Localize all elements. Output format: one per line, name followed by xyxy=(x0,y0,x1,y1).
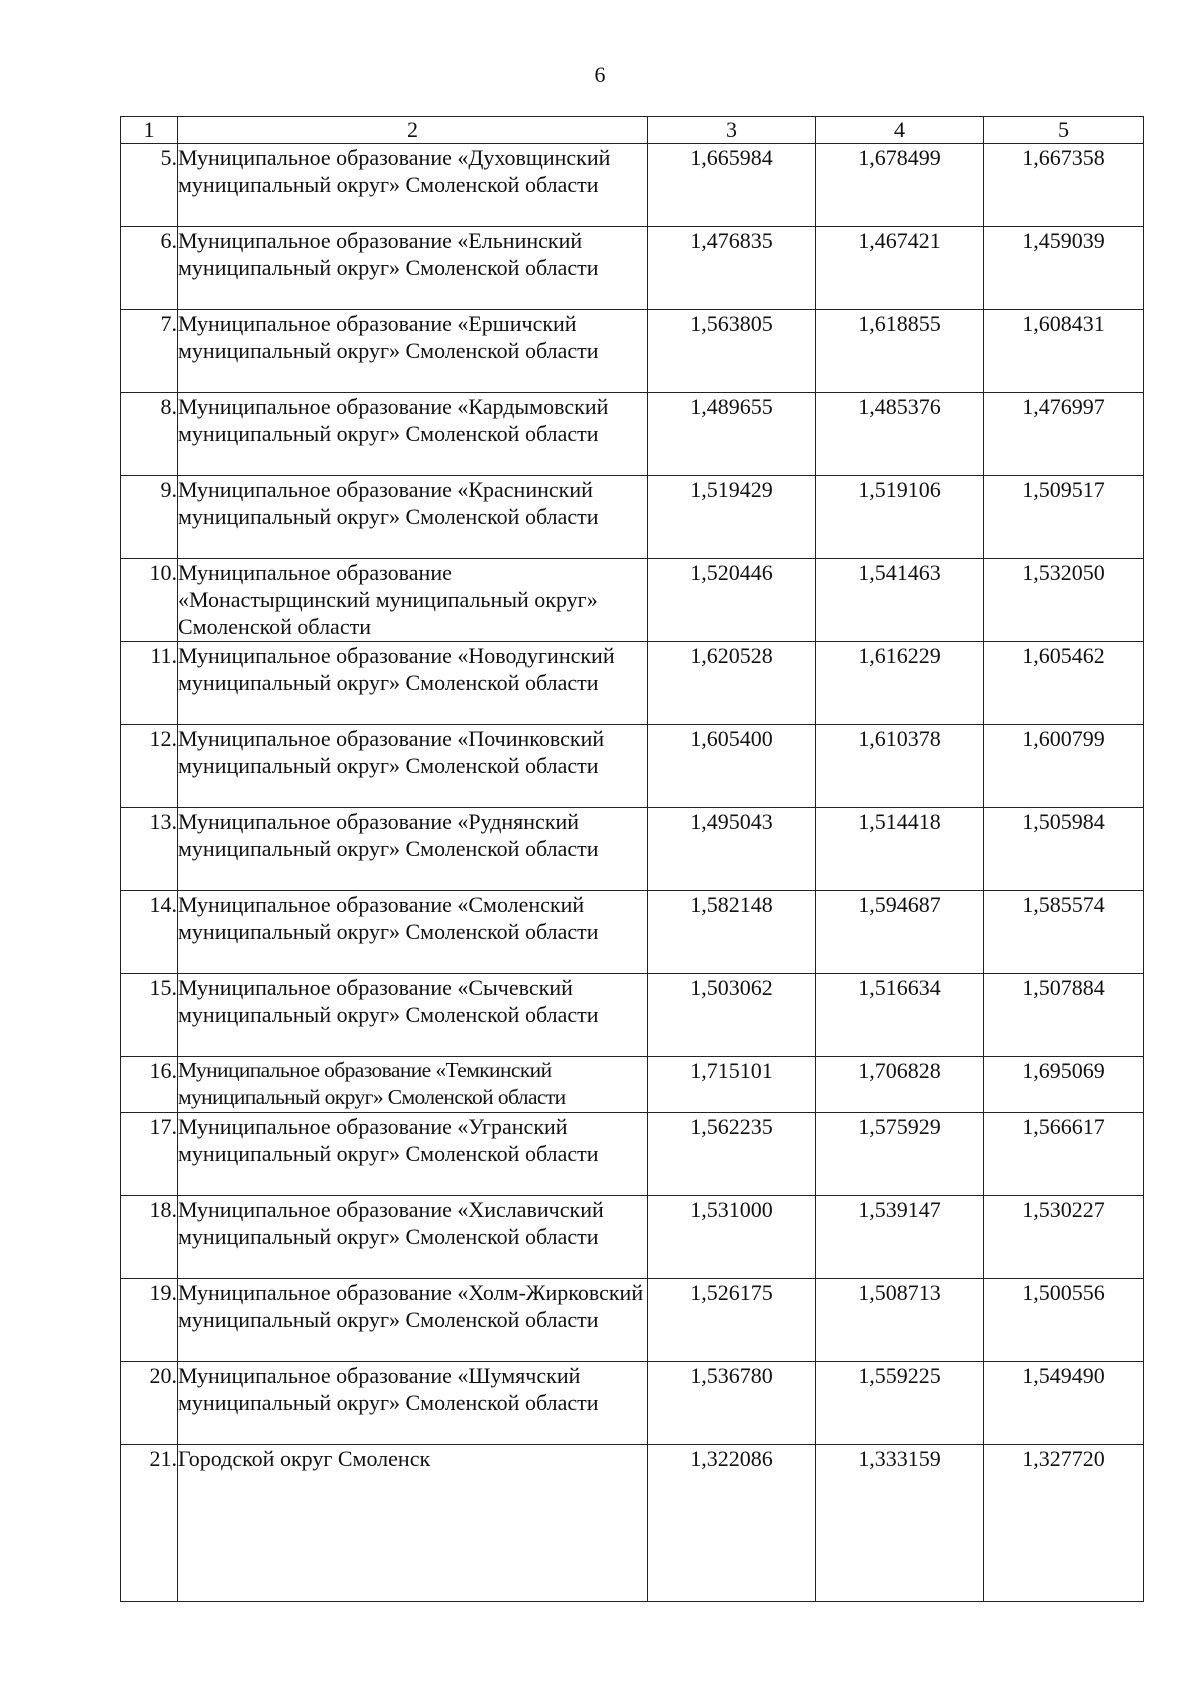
header-row xyxy=(121,117,1144,144)
value-col3: 1,605400 xyxy=(648,725,816,808)
value-col5: 1,566617 xyxy=(984,1113,1144,1196)
row-number: 19. xyxy=(121,1279,178,1362)
value-col5: 1,600799 xyxy=(984,725,1144,808)
value-col4: 1,575929 xyxy=(816,1113,984,1196)
value-col4: 1,610378 xyxy=(816,725,984,808)
page-number: 6 xyxy=(594,62,606,87)
value-col4: 1,467421 xyxy=(816,227,984,310)
value-col5: 1,605462 xyxy=(984,642,1144,725)
municipality-name: Муниципальное образование «Кардымовский муниципальный округ» Смоленской области xyxy=(178,393,648,476)
value-col3: 1,520446 xyxy=(648,559,816,642)
municipality-name: Муниципальное образование «Хиславичский муниципальный округ» Смоленской области xyxy=(178,1196,648,1279)
row-number: 8. xyxy=(121,393,178,476)
municipality-name: Муниципальное образование «Холм-Жирковский муниципальный округ» Смоленской области xyxy=(178,1279,648,1362)
value-col5: 1,608431 xyxy=(984,310,1144,393)
table-row xyxy=(121,1196,1144,1279)
value-col3: 1,620528 xyxy=(648,642,816,725)
row-number: 17. xyxy=(121,1113,178,1196)
table-row xyxy=(121,1113,1144,1196)
municipality-name: Муниципальное образование «Краснинский муниципальный округ» Смоленской области xyxy=(178,476,648,559)
table-row xyxy=(121,144,1144,227)
table-row xyxy=(121,1362,1144,1445)
column-header-3: 3 xyxy=(648,117,816,144)
value-col3: 1,531000 xyxy=(648,1196,816,1279)
coefficients-table xyxy=(120,116,1144,1602)
municipality-name: Муниципальное образование «Темкинский муниципальный округ» Смоленской области xyxy=(178,1057,648,1113)
table-row xyxy=(121,310,1144,393)
value-col4: 1,541463 xyxy=(816,559,984,642)
table-row xyxy=(121,1445,1144,1602)
value-col3: 1,582148 xyxy=(648,891,816,974)
value-col4: 1,678499 xyxy=(816,144,984,227)
municipality-name: Муниципальное образование «Ершичский муниципальный округ» Смоленской области xyxy=(178,310,648,393)
table-row xyxy=(121,1057,1144,1113)
value-col3: 1,526175 xyxy=(648,1279,816,1362)
value-col4: 1,508713 xyxy=(816,1279,984,1362)
value-col4: 1,594687 xyxy=(816,891,984,974)
value-col3: 1,495043 xyxy=(648,808,816,891)
column-header-4: 4 xyxy=(816,117,984,144)
value-col5: 1,585574 xyxy=(984,891,1144,974)
table-row xyxy=(121,891,1144,974)
value-col3: 1,476835 xyxy=(648,227,816,310)
value-col3: 1,536780 xyxy=(648,1362,816,1445)
municipality-name: Муниципальное образование «Угранский муниципальный округ» Смоленской области xyxy=(178,1113,648,1196)
row-number: 11. xyxy=(121,642,178,725)
row-number: 6. xyxy=(121,227,178,310)
value-col5: 1,530227 xyxy=(984,1196,1144,1279)
value-col4: 1,516634 xyxy=(816,974,984,1057)
row-number: 20. xyxy=(121,1362,178,1445)
value-col3: 1,665984 xyxy=(648,144,816,227)
value-col4: 1,514418 xyxy=(816,808,984,891)
municipality-name: Городской округ Смоленск xyxy=(178,1445,648,1602)
row-number: 16. xyxy=(121,1057,178,1113)
row-number: 10. xyxy=(121,559,178,642)
municipality-name: Муниципальное образование «Новодугинский муниципальный округ» Смоленской области xyxy=(178,642,648,725)
value-col4: 1,485376 xyxy=(816,393,984,476)
value-col5: 1,459039 xyxy=(984,227,1144,310)
value-col3: 1,322086 xyxy=(648,1445,816,1602)
municipality-name: Муниципальное образование «Ельнинский муниципальный округ» Смоленской области xyxy=(178,227,648,310)
value-col4: 1,616229 xyxy=(816,642,984,725)
table-row xyxy=(121,725,1144,808)
value-col5: 1,476997 xyxy=(984,393,1144,476)
column-header-5: 5 xyxy=(984,117,1144,144)
value-col5: 1,549490 xyxy=(984,1362,1144,1445)
table-row xyxy=(121,642,1144,725)
value-col5: 1,500556 xyxy=(984,1279,1144,1362)
row-number: 5. xyxy=(121,144,178,227)
value-col3: 1,562235 xyxy=(648,1113,816,1196)
value-col3: 1,715101 xyxy=(648,1057,816,1113)
table-row xyxy=(121,476,1144,559)
municipality-name: Муниципальное образование «Руднянский муниципальный округ» Смоленской области xyxy=(178,808,648,891)
value-col3: 1,519429 xyxy=(648,476,816,559)
row-number: 14. xyxy=(121,891,178,974)
municipality-name: Муниципальное образование «Монастырщинский муниципальный округ» Смоленской области xyxy=(178,559,648,642)
value-col4: 1,519106 xyxy=(816,476,984,559)
value-col5: 1,509517 xyxy=(984,476,1144,559)
value-col4: 1,618855 xyxy=(816,310,984,393)
table-row xyxy=(121,808,1144,891)
municipality-name: Муниципальное образование «Смоленский муниципальный округ» Смоленской области xyxy=(178,891,648,974)
table-row xyxy=(121,1279,1144,1362)
row-number: 9. xyxy=(121,476,178,559)
value-col3: 1,563805 xyxy=(648,310,816,393)
table-row xyxy=(121,559,1144,642)
column-header-2: 2 xyxy=(178,117,648,144)
municipality-name: Муниципальное образование «Починковский муниципальный округ» Смоленской области xyxy=(178,725,648,808)
value-col5: 1,695069 xyxy=(984,1057,1144,1113)
row-number: 12. xyxy=(121,725,178,808)
value-col5: 1,532050 xyxy=(984,559,1144,642)
value-col3: 1,489655 xyxy=(648,393,816,476)
row-number: 18. xyxy=(121,1196,178,1279)
value-col3: 1,503062 xyxy=(648,974,816,1057)
table-row xyxy=(121,974,1144,1057)
value-col5: 1,327720 xyxy=(984,1445,1144,1602)
value-col4: 1,539147 xyxy=(816,1196,984,1279)
table-row xyxy=(121,227,1144,310)
row-number: 15. xyxy=(121,974,178,1057)
column-header-1: 1 xyxy=(121,117,178,144)
municipality-name: Муниципальное образование «Шумячский муниципальный округ» Смоленской области xyxy=(178,1362,648,1445)
municipality-name: Муниципальное образование «Сычевский муниципальный округ» Смоленской области xyxy=(178,974,648,1057)
value-col4: 1,559225 xyxy=(816,1362,984,1445)
value-col5: 1,667358 xyxy=(984,144,1144,227)
row-number: 13. xyxy=(121,808,178,891)
value-col5: 1,505984 xyxy=(984,808,1144,891)
value-col4: 1,706828 xyxy=(816,1057,984,1113)
row-number: 21. xyxy=(121,1445,178,1602)
row-number: 7. xyxy=(121,310,178,393)
table-row xyxy=(121,393,1144,476)
value-col4: 1,333159 xyxy=(816,1445,984,1602)
value-col5: 1,507884 xyxy=(984,974,1144,1057)
municipality-name: Муниципальное образование «Духовщинский муниципальный округ» Смоленской области xyxy=(178,144,648,227)
